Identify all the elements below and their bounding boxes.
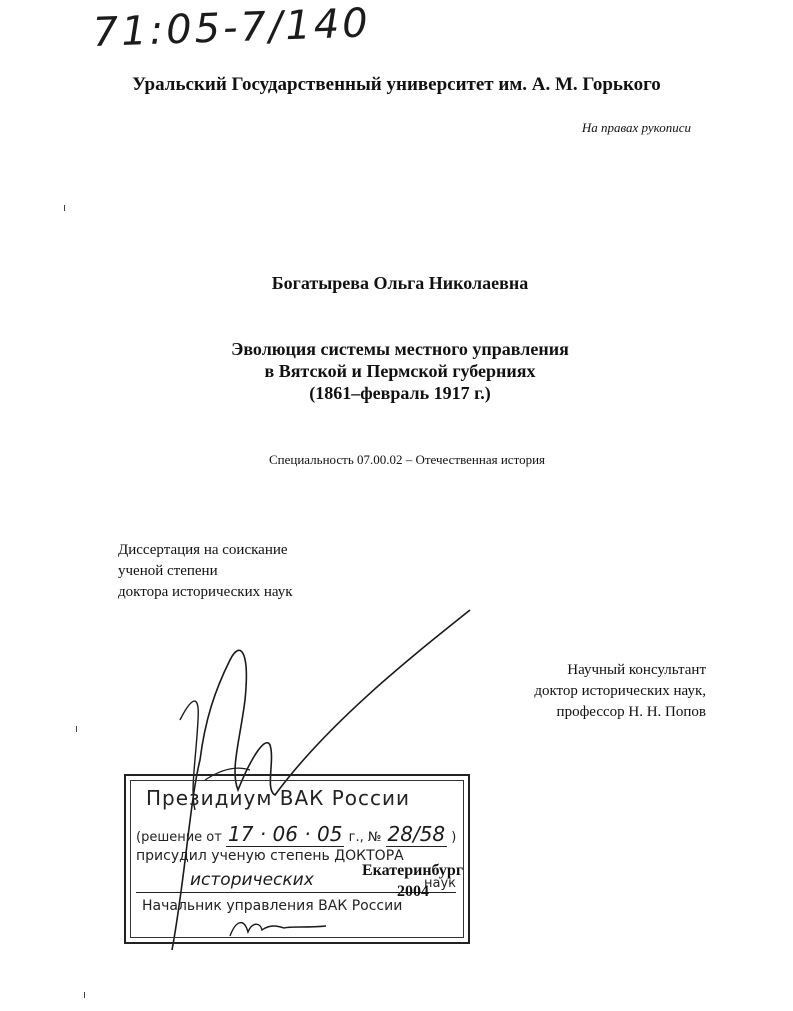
stamp-signature (226, 916, 336, 940)
stamp-decision-mid: г., № (348, 830, 382, 845)
stamp-line-presidium: Президиум ВАК России (146, 786, 411, 810)
consultant-line: профессор Н. Н. Попов (556, 704, 706, 720)
stamp-field-handwritten: исторических (190, 870, 314, 890)
stamp-decision-date: 17 · 06 · 05 (227, 822, 343, 846)
consultant-line: доктор исторических наук, (534, 683, 706, 699)
author-name: Богатырева Ольга Николаевна (271, 273, 529, 293)
specialty: Специальность 07.00.02 – Отечественная история (268, 452, 546, 467)
degree-line: ученой степени (118, 563, 218, 579)
consultant-line: Научный консультант (567, 662, 706, 678)
title-line: Эволюция системы местного управления (231, 339, 569, 359)
year: 2004 (397, 883, 429, 900)
stamp-line-decision (136, 822, 456, 846)
title-line: (1861–февраль 1917 г.) (309, 383, 491, 403)
archive-code: 71:05-7/140 (92, 0, 372, 56)
stamp-decision-number: 28/58 (387, 822, 446, 846)
title-line: в Вятской и Пермской губерниях (264, 361, 536, 381)
stamp-decision-suffix: ) (451, 830, 457, 845)
stamp-line-degree: присудил ученую степень ДОКТОРА (136, 848, 404, 864)
city: Екатеринбург (362, 862, 464, 879)
stamp-line-head: Начальник управления ВАК России (142, 898, 403, 914)
degree-line: Диссертация на соискание (118, 542, 288, 558)
stamp-field-suffix: наук (423, 876, 456, 891)
stamp-decision-prefix: (решение от (136, 830, 222, 845)
manuscript-note: На правах рукописи (581, 120, 691, 135)
university-name: Уральский Государственный университет им. А. М. Горького (132, 74, 661, 95)
scan-mark (76, 726, 77, 732)
degree-line: доктора исторических наук (118, 584, 293, 600)
scan-mark (64, 205, 65, 211)
vak-stamp (124, 774, 470, 944)
scan-mark (84, 992, 85, 998)
